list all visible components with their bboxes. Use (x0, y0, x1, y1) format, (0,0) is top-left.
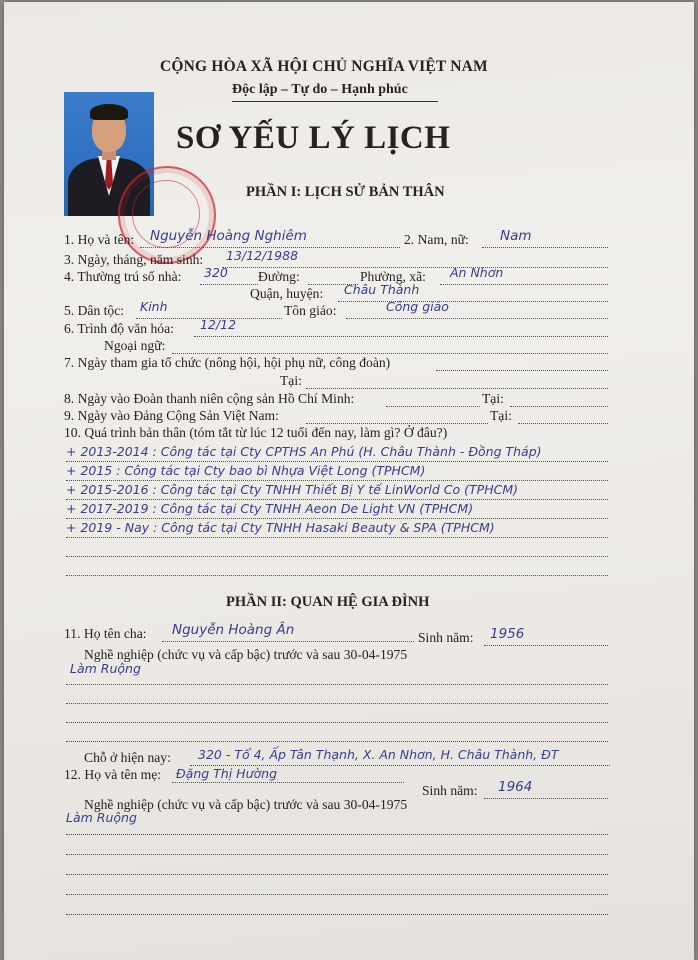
organization-label: 7. Ngày tham gia tổ chức (nông hội, hội phụ nữ, công đoàn) (64, 355, 391, 370)
history-entry-2: + 2015 : Công tác tại Cty bao bì Nhựa Việt Long (TPHCM) (66, 463, 426, 478)
mother-job-label: Nghề nghiệp (chức vụ và cấp bậc) trước và sau 30-04-1975 (84, 797, 408, 812)
history-entry-3: + 2015-2016 : Công tác tại Cty TNHH Thiết Bị Y tế LinWorld Co (TPHCM) (66, 482, 518, 497)
ethnicity-value: Kinh (140, 299, 168, 314)
father-birth-value: 1956 (490, 626, 525, 642)
father-birth-label: Sinh năm: (418, 630, 474, 645)
mother-job-value: Làm Ruộng (66, 810, 137, 825)
motto-underline (232, 101, 438, 102)
youth-union-at-label: Tại: (482, 391, 504, 406)
religion-value: Công giáo (386, 299, 449, 314)
mother-name-label: 12. Họ và tên mẹ: (64, 767, 162, 782)
address-number-value: 320 (204, 265, 228, 280)
ward-label: Phường, xã: (360, 269, 426, 284)
father-job-label: Nghề nghiệp (chức vụ và cấp bậc) trước và sau 30-04-1975 (84, 647, 408, 662)
history-entry-1: + 2013-2014 : Công tác tại Cty CPTHS An Phú (H. Châu Thành - Đồng Tháp) (66, 444, 542, 459)
part2-title: PHẦN II: QUAN HỆ GIA ĐÌNH (226, 594, 430, 610)
mother-birth-value: 1964 (498, 779, 533, 795)
dob-label: 3. Ngày, tháng, năm sinh: (64, 252, 204, 267)
motto-heading: Độc lập – Tự do – Hạnh phúc (232, 82, 408, 97)
dob-value: 13/12/1988 (226, 248, 299, 263)
gender-value: Nam (500, 228, 532, 244)
residence-value: 320 - Tổ 4, Ấp Tân Thạnh, X. An Nhơn, H. Châu Thành, ĐT (198, 747, 559, 762)
father-name-value: Nguyễn Hoàng Ân (172, 622, 295, 638)
mother-birth-label: Sinh năm: (422, 783, 478, 798)
party-label: 9. Ngày vào Đảng Cộng Sản Việt Nam: (64, 408, 279, 423)
district-label: Quận, huyện: (250, 286, 324, 301)
ethnicity-label: 5. Dân tộc: (64, 303, 125, 318)
residence-label: Chỗ ở hiện nay: (84, 750, 171, 765)
part1-title: PHẦN I: LỊCH SỬ BẢN THÂN (246, 184, 445, 200)
history-entry-5: + 2019 - Nay : Công tác tại Cty TNHH Hasaki Beauty & SPA (TPHCM) (66, 520, 495, 535)
education-value: 12/12 (200, 317, 237, 332)
education-label: 6. Trình độ văn hóa: (64, 321, 174, 336)
red-seal-stamp (118, 166, 216, 264)
organization-at-label: Tại: (280, 373, 302, 388)
country-heading: CỘNG HÒA XÃ HỘI CHỦ NGHĨA VIỆT NAM (160, 58, 488, 75)
address-label: 4. Thường trú số nhà: (64, 269, 182, 284)
history-label: 10. Quá trình bản thân (tóm tắt từ lúc 12 tuổi đến nay, làm gì? Ở đâu?) (64, 425, 448, 440)
district-value: Châu Thành (344, 282, 420, 297)
mother-name-value: Đặng Thị Hường (176, 766, 278, 781)
document-title: SƠ YẾU LÝ LỊCH (176, 120, 451, 156)
religion-label: Tôn giáo: (284, 303, 337, 318)
street-label: Đường: (258, 269, 300, 284)
party-at-label: Tại: (490, 408, 512, 423)
ward-value: An Nhơn (450, 265, 504, 280)
name-value: Nguyễn Hoàng Nghiêm (150, 228, 307, 244)
gender-label: 2. Nam, nữ: (404, 232, 469, 247)
youth-union-label: 8. Ngày vào Đoàn thanh niên cộng sản Hồ Chí Minh: (64, 391, 355, 406)
father-job-value: Làm Ruộng (70, 661, 141, 676)
name-label: 1. Họ và tên: (64, 232, 135, 247)
history-entry-4: + 2017-2019 : Công tác tại Cty TNHH Aeon De Light VN (TPHCM) (66, 501, 474, 516)
father-name-label: 11. Họ tên cha: (64, 626, 147, 641)
foreign-language-label: Ngoại ngữ: (104, 338, 166, 353)
